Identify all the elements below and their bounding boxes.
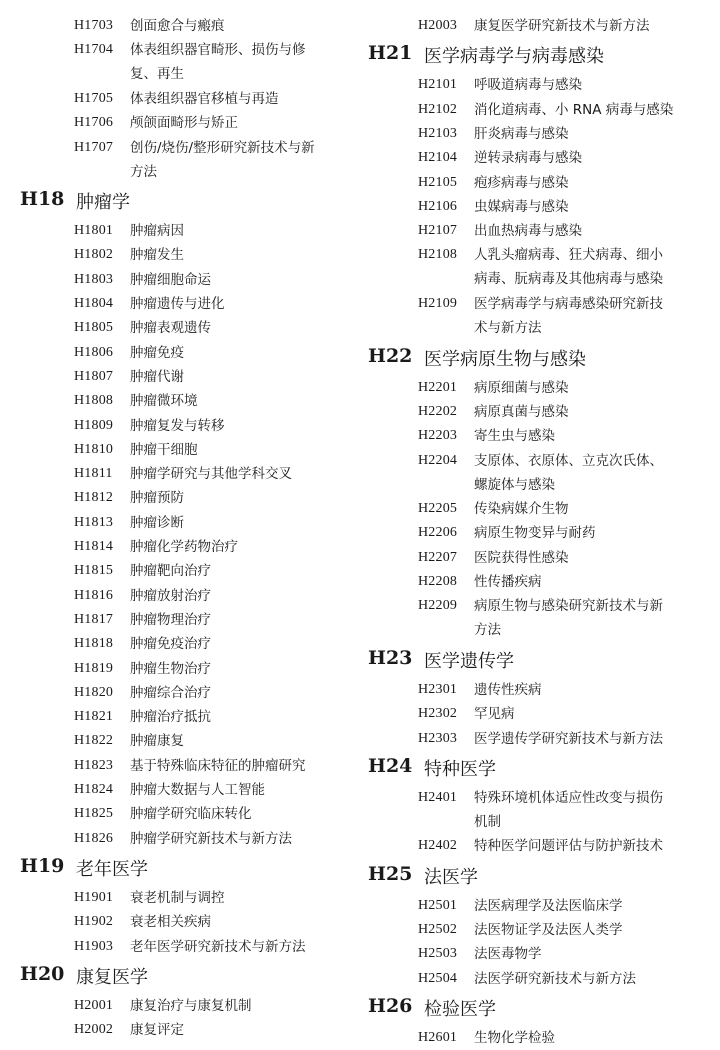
item-code: H1823 [74,757,114,773]
item-code: H1801 [74,223,114,239]
item-code: H1901 [74,889,114,905]
section-code: H20 [20,962,65,985]
list-item [74,778,374,802]
list-item [418,146,718,170]
section-code: H26 [368,994,413,1017]
item-label: 肝炎病毒与感染 [474,125,569,142]
item-code: H1812 [74,490,114,506]
list-item [418,171,718,195]
item-label: 肿瘤康复 [130,733,184,750]
item-code: H1809 [74,417,114,433]
item-code: H2303 [418,730,458,746]
item-label: 肿瘤化学药物治疗 [130,539,238,555]
item-label: 医院获得性感染 [474,549,569,566]
list-item [74,657,374,681]
item-label: 肿瘤表观遗传 [130,320,211,337]
item-code: H1813 [74,514,114,530]
item-label: 衰老机制与调控 [130,889,225,906]
section-heading [368,647,698,675]
list-item [74,705,374,729]
list-item [74,111,374,135]
item-label: 肿瘤大数据与人工智能 [130,782,265,798]
section-title: 老年医学 [76,858,148,880]
list-item [74,511,374,535]
list-item [74,910,374,934]
item-label: 肿瘤病因 [130,223,184,240]
item-label: 创面愈合与瘢痕 [130,18,225,34]
item-code: H2501 [418,897,458,913]
item-label: 肿瘤干细胞 [130,441,198,458]
item-label: 肿瘤预防 [130,490,184,507]
item-label-continued: 机制 [474,813,501,830]
item-code: H2402 [418,838,458,854]
item-label: 肿瘤遗传与进化 [130,296,225,312]
list-item [74,681,374,705]
item-code: H1818 [74,636,114,652]
item-code: H1705 [74,90,114,106]
item-label: 衰老相关疾病 [130,914,211,931]
list-item [74,729,374,753]
item-code: H2106 [418,198,458,214]
item-label-continued: 方法 [474,622,501,639]
item-label: 法医病理学及法医临床学 [474,897,623,914]
item-code: H1706 [74,115,114,131]
section-heading [368,995,698,1023]
list-item [74,886,374,910]
item-label: 病原生物与感染研究新技术与新 [474,598,663,615]
list-item [74,754,374,778]
list-item [74,292,374,316]
list-item [418,570,718,594]
list-item [418,98,718,122]
section-title: 特种医学 [424,758,496,780]
item-label: 消化道病毒、小 RNA 病毒与感染 [474,101,674,118]
list-item [74,994,374,1018]
item-code: H2301 [418,681,458,697]
list-item [74,38,374,86]
list-item [418,786,718,834]
list-item [74,584,374,608]
item-label: 老年医学研究新技术与新方法 [130,938,306,955]
item-label: 康复医学研究新技术与新方法 [474,18,650,34]
item-code: H2502 [418,922,458,937]
item-code: H2102 [418,101,458,117]
list-item [74,316,374,340]
section-heading [20,855,350,883]
item-label: 法医物证学及法医人类学 [474,922,623,938]
list-item [74,827,374,851]
item-label: 肿瘤学研究与其他学科交叉 [130,466,292,483]
item-code: H1802 [74,247,114,263]
list-item [74,1018,374,1042]
item-label: 人乳头瘤病毒、狂犬病毒、细小 [474,247,663,264]
item-code: H1703 [74,18,114,33]
item-label: 医学病毒学与病毒感染研究新技 [474,296,663,312]
list-item [74,462,374,486]
item-label: 基于特殊临床特征的肿瘤研究 [130,757,306,774]
list-item [418,376,718,400]
list-item [74,341,374,365]
item-label: 肿瘤细胞命运 [130,271,211,288]
list-item [418,292,718,340]
section-code: H22 [368,344,413,367]
list-item [74,559,374,583]
item-code: H2206 [418,525,458,541]
item-label: 肿瘤靶向治疗 [130,563,211,580]
item-code: H2002 [74,1022,114,1038]
list-item [74,632,374,656]
item-code: H1822 [74,733,114,749]
item-code: H2401 [418,789,458,805]
item-code: H1804 [74,296,114,311]
item-code: H1824 [74,782,114,797]
item-code: H2504 [418,970,458,986]
item-label: 法医毒物学 [474,946,542,963]
section-code: H18 [20,188,65,211]
section-title: 肿瘤学 [76,192,130,214]
item-label: 肿瘤免疫 [130,344,184,361]
list-item [418,702,718,726]
item-code: H2003 [418,18,458,33]
item-label: 肿瘤免疫治疗 [130,636,211,653]
item-code: H1815 [74,563,114,579]
list-item [418,967,718,991]
list-item [74,268,374,292]
item-code: H1807 [74,368,114,384]
section-heading [20,188,350,216]
list-item [418,219,718,243]
item-label: 医学遗传学研究新技术与新方法 [474,730,663,747]
item-code: H1707 [74,139,114,155]
item-code: H1826 [74,830,114,846]
list-item [418,521,718,545]
item-label: 疱疹病毒与感染 [474,174,569,191]
list-item [74,438,374,462]
item-code: H2107 [418,223,458,239]
section-title: 医学病毒学与病毒感染 [424,46,604,68]
list-item [74,87,374,111]
item-label: 性传播疾病 [474,574,542,590]
item-label: 肿瘤物理治疗 [130,611,211,628]
item-code: H1817 [74,611,114,627]
item-label: 肿瘤诊断 [130,514,184,531]
list-item [74,535,374,559]
item-label: 肿瘤生物治疗 [130,660,211,677]
item-code: H1825 [74,806,114,822]
list-item [74,365,374,389]
item-code: H2001 [74,997,114,1013]
item-code: H2205 [418,501,458,517]
item-label: 肿瘤治疗抵抗 [130,709,211,726]
list-item [74,136,374,184]
item-code: H2207 [418,549,458,565]
item-code: H1903 [74,938,114,954]
item-code: H2201 [418,379,458,395]
section-code: H21 [368,42,413,65]
item-code: H2103 [418,125,458,141]
item-label: 肿瘤学研究新技术与新方法 [130,830,292,847]
list-item [418,834,718,858]
item-label: 肿瘤发生 [130,247,184,264]
item-code: H2302 [418,706,458,722]
item-label-continued: 术与新方法 [474,320,542,336]
item-code: H2503 [418,946,458,962]
list-item [418,400,718,424]
item-code: H2105 [418,174,458,190]
list-item [418,122,718,146]
section-heading [368,755,698,783]
item-label: 生物化学检验 [474,1029,555,1046]
item-label: 病原细菌与感染 [474,379,569,396]
list-item [74,243,374,267]
section-heading [368,863,698,891]
item-code: H1808 [74,393,114,409]
item-label: 寄生虫与感染 [474,428,555,445]
item-label-continued: 复、再生 [130,66,184,83]
item-code: H1816 [74,587,114,603]
list-item [418,424,718,448]
item-code: H1821 [74,709,114,725]
item-code: H2109 [418,296,458,311]
section-title: 康复医学 [76,966,148,988]
section-code: H24 [368,754,413,777]
list-item [418,14,718,38]
item-code: H2108 [418,247,458,263]
item-label: 特种医学问题评估与防护新技术 [474,838,663,855]
item-label: 肿瘤放射治疗 [130,587,211,604]
list-item [74,486,374,510]
item-label: 肿瘤学研究临床转化 [130,806,252,823]
item-label: 康复评定 [130,1022,184,1039]
list-item [418,894,718,918]
list-item [418,678,718,702]
section-heading [20,963,350,991]
list-item [74,414,374,438]
list-item [74,802,374,826]
item-label: 逆转录病毒与感染 [474,150,582,167]
list-item [418,918,718,942]
item-label: 病原真菌与感染 [474,403,569,420]
item-label: 特殊环境机体适应性改变与损伤 [474,789,663,806]
item-label: 呼吸道病毒与感染 [474,77,582,94]
list-item [418,942,718,966]
item-label: 虫媒病毒与感染 [474,198,569,215]
section-heading [368,42,698,70]
list-item [74,219,374,243]
item-code: H2601 [418,1029,458,1045]
item-label-continued: 方法 [130,163,157,180]
item-code: H1814 [74,539,114,554]
section-title: 医学遗传学 [424,650,514,672]
list-item [418,243,718,291]
list-item [418,195,718,219]
list-item [74,935,374,959]
list-item [418,546,718,570]
section-title: 医学病原生物与感染 [424,348,586,370]
list-item [74,608,374,632]
item-label: 支原体、衣原体、立克次氏体、 [474,452,663,469]
list-item [418,1026,718,1050]
item-label: 体表组织器官移植与再造 [130,90,279,107]
item-label: 颅颌面畸形与矫正 [130,115,238,132]
item-label: 体表组织器官畸形、损伤与修 [130,42,306,59]
item-label: 法医学研究新技术与新方法 [474,970,636,987]
item-code: H2204 [418,452,458,468]
list-item [418,73,718,97]
item-code: H2202 [418,403,458,419]
section-code: H19 [20,854,65,877]
item-code: H1704 [74,42,114,58]
item-code: H1805 [74,320,114,336]
item-code: H2209 [418,598,458,614]
section-title: 法医学 [424,866,478,888]
item-code: H1819 [74,660,114,676]
item-label: 遗传性疾病 [474,681,542,698]
item-code: H1803 [74,271,114,287]
item-label: 罕见病 [474,706,515,723]
item-label: 肿瘤代谢 [130,368,184,385]
section-code: H23 [368,646,413,669]
item-label: 传染病媒介生物 [474,501,569,518]
item-label: 康复治疗与康复机制 [130,997,252,1014]
section-title: 检验医学 [424,998,496,1020]
item-code: H2101 [418,77,458,93]
list-item [418,449,718,497]
item-label-continued: 病毒、朊病毒及其他病毒与感染 [474,271,663,288]
item-label: 出血热病毒与感染 [474,223,582,240]
item-label: 病原生物变异与耐药 [474,525,596,542]
list-item [418,497,718,521]
item-label: 肿瘤微环境 [130,393,198,410]
item-label: 肿瘤综合治疗 [130,684,211,701]
item-code: H1811 [74,466,113,482]
item-label: 创伤/烧伤/整形研究新技术与新 [130,139,315,156]
item-code: H1810 [74,441,114,457]
section-heading [368,345,698,373]
item-code: H1820 [74,684,114,700]
item-code: H2203 [418,428,458,444]
section-code: H25 [368,862,413,885]
item-code: H2104 [418,150,458,166]
item-code: H2208 [418,574,458,589]
list-item [74,14,374,38]
item-label: 肿瘤复发与转移 [130,417,225,434]
list-item [74,389,374,413]
list-item [418,594,718,642]
item-label-continued: 螺旋体与感染 [474,476,555,493]
item-code: H1902 [74,914,114,930]
item-code: H1806 [74,344,114,360]
list-item [418,727,718,751]
